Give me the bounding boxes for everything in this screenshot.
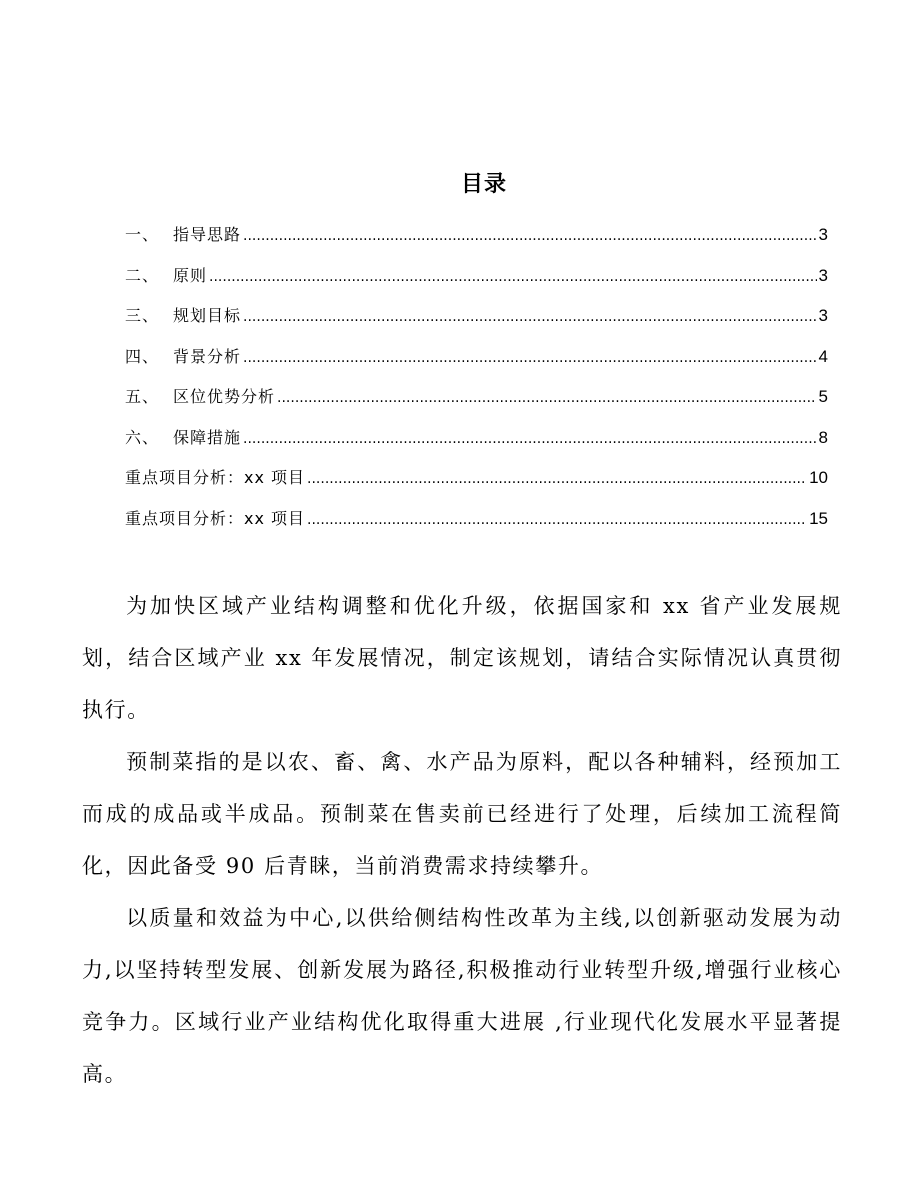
toc-entry-page: 3: [818, 306, 828, 325]
body-paragraph: 为加快区域产业结构调整和优化升级，依据国家和 xx 省产业发展规划，结合区域产业 xx 年发展情况，制定该规划，请结合实际情况认真贯彻执行。: [82, 594, 842, 722]
toc-leader-dots: [209, 262, 817, 292]
toc-entry-number: 四、: [125, 346, 160, 366]
toc-entry[interactable]: [125, 342, 828, 383]
toc-leader-dots: [243, 424, 817, 454]
toc-entry-page: 8: [818, 427, 828, 447]
toc-leader-dots: [243, 221, 817, 251]
toc-entry-label: 区位优势分析: [173, 387, 276, 406]
toc-entry-number: 二、: [125, 265, 160, 285]
toc-entry-page: 3: [818, 265, 828, 285]
toc-entry-number: 一、: [125, 225, 160, 244]
toc-entry-label: 背景分析: [173, 346, 242, 366]
toc-leader-dots: [307, 505, 807, 535]
toc-entry-label: 重点项目分析：xx 项目: [125, 468, 306, 487]
toc-entry-label: 重点项目分析：xx 项目: [125, 508, 306, 528]
toc-entry[interactable]: [125, 261, 828, 302]
toc-entry[interactable]: [125, 504, 828, 545]
toc-entry-number: 六、: [125, 427, 160, 447]
toc-leader-dots: [307, 464, 807, 494]
toc-leader-dots: [243, 343, 817, 373]
toc-entry[interactable]: [125, 463, 828, 504]
body-paragraph: 预制菜指的是以农、畜、禽、水产品为原料，配以各种辅料，经预加工而成的成品或半成品。预制菜在售卖前已经进行了处理，后续加工流程简化，因此备受 90 后青睐，当前消费需求持续攀升。: [82, 750, 842, 878]
toc-entry[interactable]: [125, 423, 828, 464]
toc-entry[interactable]: [125, 220, 828, 261]
toc-entry-page: 4: [818, 346, 828, 366]
toc-entry[interactable]: [125, 301, 828, 342]
toc-entry-number: 三、: [125, 306, 160, 325]
toc-entry-page: 5: [818, 387, 828, 406]
table-of-contents: [125, 220, 828, 544]
toc-entry-label: 原则: [173, 265, 208, 285]
document-body: [82, 580, 842, 1100]
toc-entry-label: 保障措施: [173, 427, 242, 447]
toc-title: 目录: [460, 172, 507, 197]
toc-entry-page: 3: [818, 225, 828, 244]
toc-entry-page: 15: [809, 508, 828, 528]
toc-leader-dots: [243, 302, 817, 332]
body-paragraph: 以质量和效益为中心,以供给侧结构性改革为主线,以创新驱动发展为动力,以坚持转型发展、创新发展为路径,积极推动行业转型升级,增强行业核心竞争力。区域行业产业结构优化取得重大进展 ,行业现代化发展水平显著提高。: [82, 906, 842, 1086]
toc-entry-label: 规划目标: [173, 306, 242, 325]
toc-entry-label: 指导思路: [173, 225, 242, 244]
toc-entry-number: 五、: [125, 387, 160, 406]
toc-leader-dots: [277, 383, 817, 413]
toc-entry-page: 10: [809, 468, 828, 487]
toc-entry[interactable]: [125, 382, 828, 423]
